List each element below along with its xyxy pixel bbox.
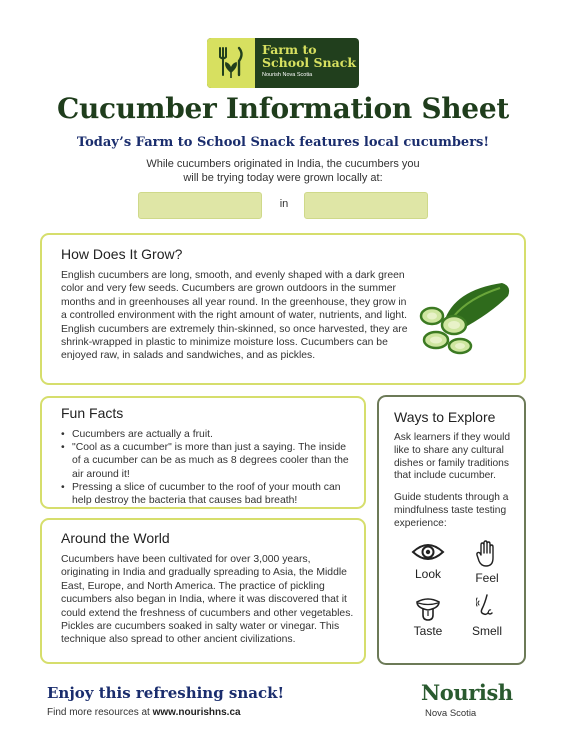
page-subtitle: Today’s Farm to School Snack features local cucumbers! [76, 135, 490, 150]
resources-prefix: Find more resources at [47, 707, 153, 718]
utensils-sprout-icon [207, 38, 255, 88]
explore-para-1: Ask learners if they would like to share any cultural dishes or family traditions that include cucumber. [394, 432, 511, 482]
in-label: in [279, 198, 289, 210]
senses-grid [396, 540, 516, 638]
logo-title-2: School Snack [262, 55, 356, 70]
enjoy-tagline: Enjoy this refreshing snack! [47, 684, 285, 702]
farm-to-school-logo [207, 38, 359, 88]
location-field[interactable] [304, 192, 428, 219]
around-the-world-card [40, 518, 366, 664]
hand-icon [475, 540, 499, 568]
eye-icon [411, 540, 445, 564]
fact-item: • Pressing a slice of cucumber to the roof of your mouth can help destroy the bacteria that causes bad breath! [61, 481, 354, 507]
sense-label-look: Look [414, 566, 442, 581]
grow-heading: How Does It Grow? [61, 246, 183, 262]
logo-subtitle: Nourish Nova Scotia [262, 72, 313, 78]
explore-para-2: Guide students through a mindfulness taste testing experience: [394, 492, 509, 529]
world-body: Cucumbers have been cultivated for over 3,000 years, originating in India and gradually spreading to Asia, the Middle East, Europe, and North America. The practice of pickling cucumbers also began in India, where it was discovered that it could extend the freshness of cucumbers and other vegetables. Pickles are cucumbers soaked in salty water or vinegar. This technique also spread to other ancient civilizations. [61, 554, 354, 646]
facts-heading: Fun Facts [61, 405, 124, 421]
sense-taste [396, 593, 460, 638]
intro-text [0, 157, 566, 185]
sense-label-taste: Taste [413, 623, 443, 638]
cucumber-image [414, 280, 514, 365]
farm-name-field[interactable] [138, 192, 262, 219]
explore-heading: Ways to Explore [394, 409, 496, 425]
sense-label-feel: Feel [475, 570, 499, 585]
sense-smell [460, 593, 514, 638]
resources-line [47, 707, 241, 718]
grow-body: English cucumbers are long, smooth, and evenly shaped with a dark green color and very few seeds. Cucumbers are grown outdoors in the summer months and in greenhouses all year round. In the greenhouse, they grow in a controlled environment with the right amount of water, nutrients, and light. English cucumbers are extremely thin-skinned, so once harvested, they are shrink-wrapped in plastic to minimize moisture loss. Cucumbers can be enjoyed raw, in salads and sandwiches, and as pickles. [61, 270, 408, 362]
nourish-brand-logo: Nourish [421, 680, 513, 705]
resources-link[interactable]: www.nourishns.ca [152, 707, 241, 718]
fact-item: • Cucumbers are actually a fruit. [61, 428, 354, 441]
page-title: Cucumber Information Sheet [57, 92, 509, 125]
intro-line-1: While cucumbers originated in India, the cucumbers you [146, 158, 420, 170]
fun-facts-card [40, 396, 366, 509]
facts-list [61, 428, 354, 507]
logo-title-1: Farm to [262, 42, 317, 57]
sense-look [396, 540, 460, 585]
mouth-tongue-icon [414, 593, 442, 621]
logo-text [255, 38, 356, 88]
sense-label-smell: Smell [471, 623, 502, 638]
intro-line-2: will be trying today were grown locally at: [183, 172, 383, 184]
nose-icon [476, 593, 498, 621]
sense-feel [460, 540, 514, 585]
fact-item: • "Cool as a cucumber" is more than just a saying. The inside of a cucumber can be as much as 8 degrees cooler than the air around it! [61, 441, 354, 481]
nourish-brand-subtitle: Nova Scotia [425, 708, 477, 719]
ways-to-explore-card [377, 395, 526, 665]
world-heading: Around the World [61, 530, 170, 546]
